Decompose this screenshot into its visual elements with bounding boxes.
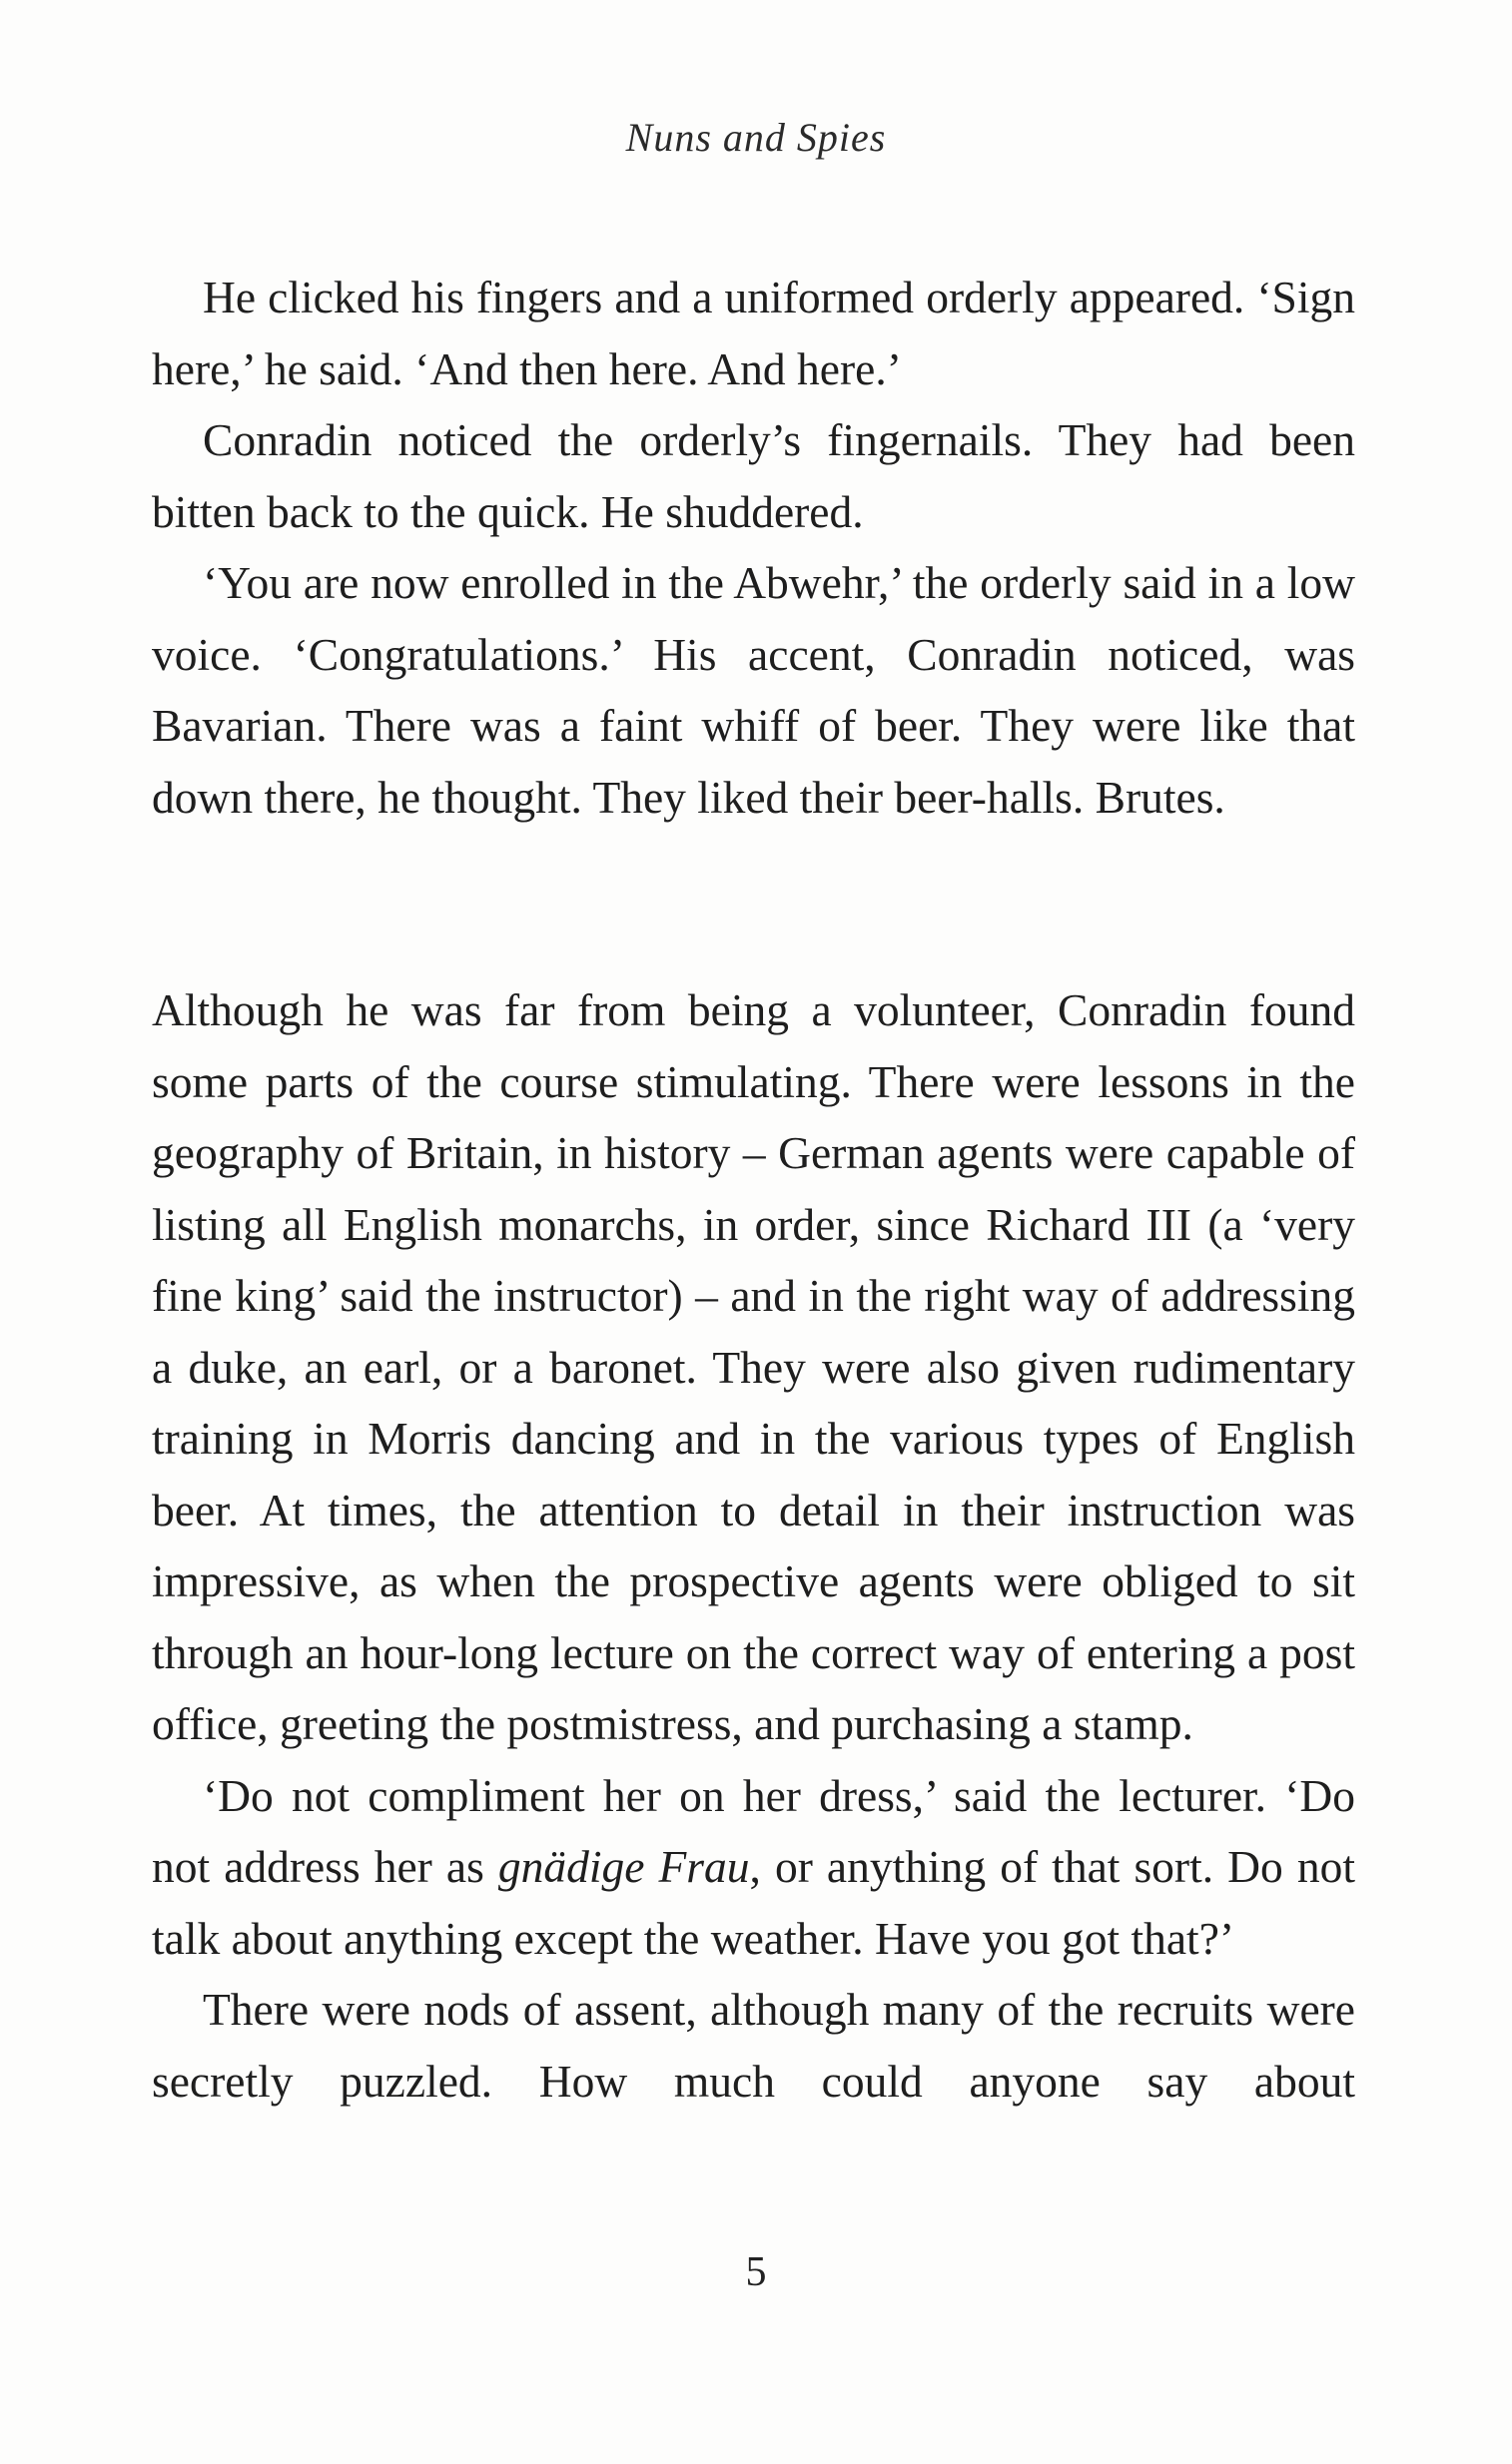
paragraph-text: ‘Do not compliment her on her dress,’ said the lecturer. ‘Do not address her as (152, 1769, 1355, 1892)
running-title: Nuns and Spies (625, 115, 887, 160)
text-section-2 (152, 974, 1355, 2117)
paragraph-text: , or anything of that sort. Do not talk about anything except the weather. Have you got that?’ (152, 1841, 1355, 1964)
paragraph (152, 1760, 1355, 1975)
paragraph: There were nods of assent, although many of the recruits were secretly puzzled. How much could anyone say about (152, 1984, 1355, 2107)
paragraph: He clicked his fingers and a uniformed orderly appeared. ‘Sign here,’ he said. ‘And then here. And here.’ (152, 272, 1355, 394)
paragraph: ‘You are now enrolled in the Abwehr,’ the orderly said in a low voice. ‘Congratulations.’ His accent, Conradin noticed, was Bavarian. There was a faint whiff of beer. They were like that down there, he thought. They liked their beer-halls. Brutes. (152, 557, 1355, 823)
italic-phrase: gnädige Frau (497, 1841, 750, 1892)
page-number: 5 (745, 2249, 767, 2295)
paragraph: Conradin noticed the orderly’s fingernails. They had been bitten back to the quick. He shuddered. (152, 414, 1355, 537)
paragraph: Although he was far from being a volunteer, Conradin found some parts of the course stimulating. There were lessons in the geography of Britain, in history – German agents were capable of listing all English monarchs, in order, since Richard III (a ‘very fine king’ said the instructor) – and in the right way of addressing a duke, an earl, or a baronet. They were also given rudimentary training in Morris dancing and in the various types of English beer. At times, the attention to detail in their instruction was impressive, as when the prospective agents were obliged to sit through an hour-long lecture on the correct way of entering a post office, greeting the postmistress, and purchasing a stamp. (152, 984, 1355, 1749)
text-section-1 (152, 262, 1355, 833)
